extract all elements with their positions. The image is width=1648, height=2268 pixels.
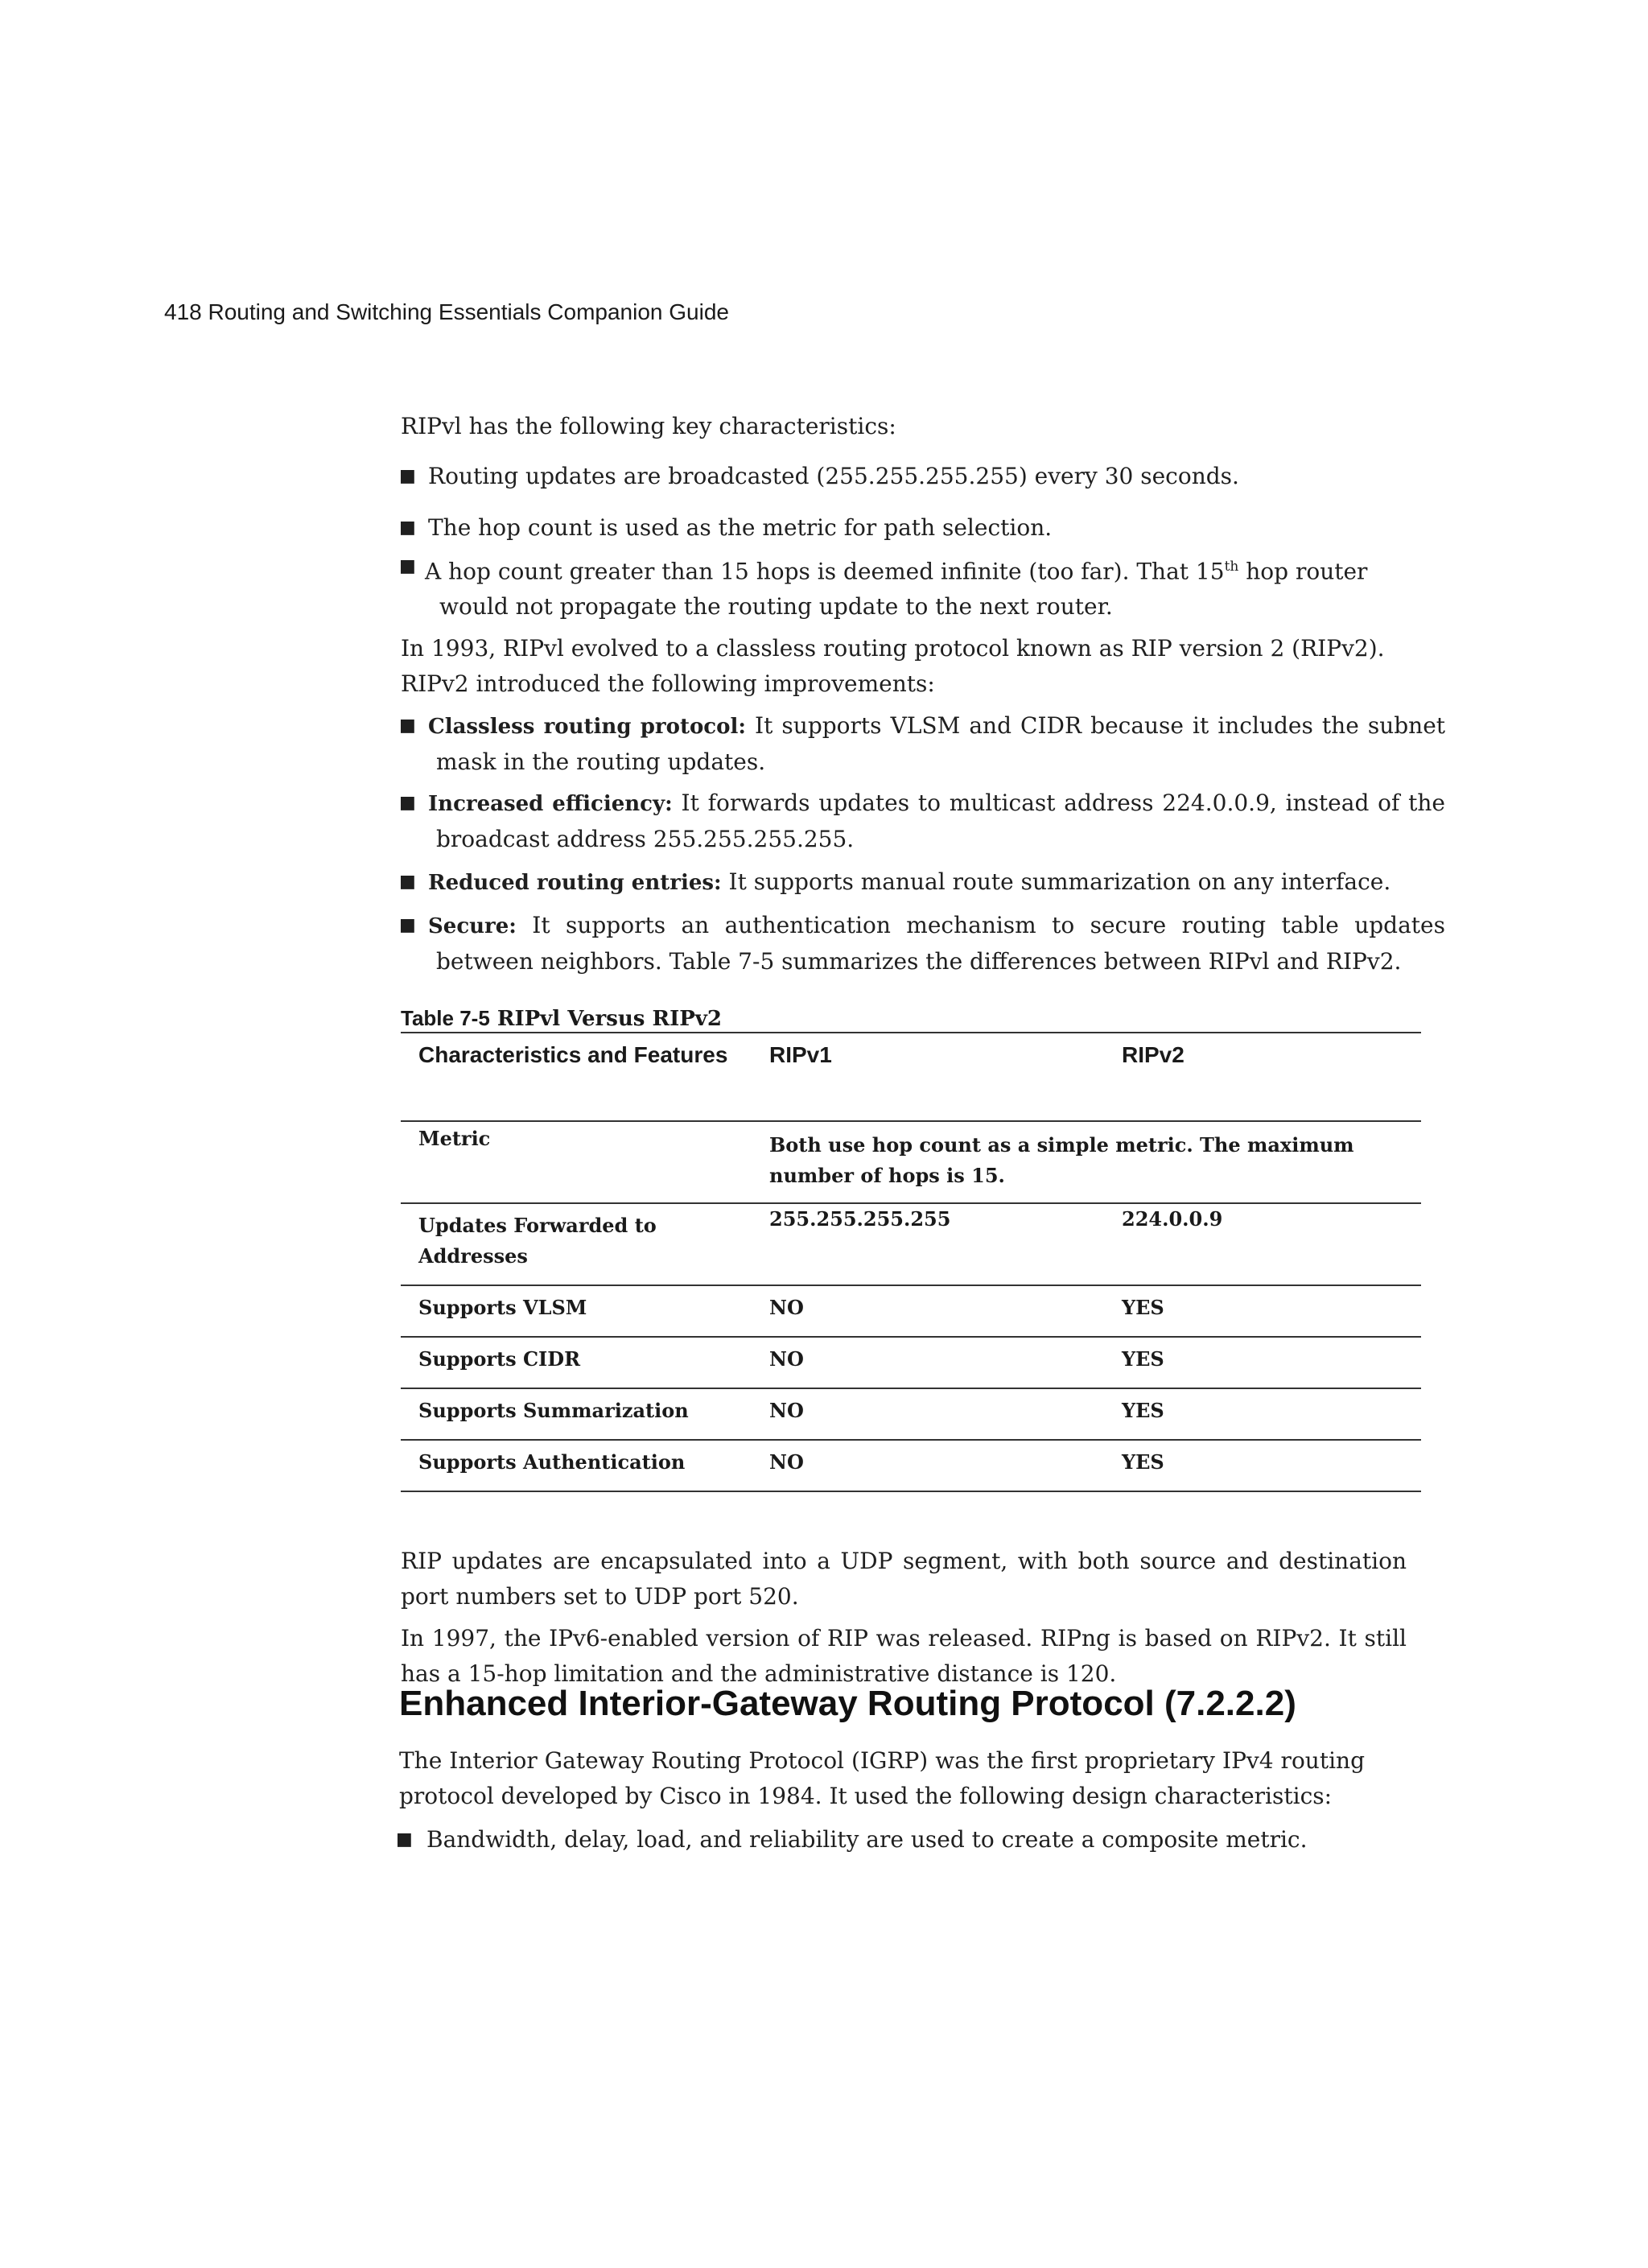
bullet-icon: ■ (399, 556, 416, 576)
column-header-ripv2: RIPv2 (1122, 1042, 1184, 1067)
bullet-text (425, 549, 1403, 589)
table-row (401, 1202, 1421, 1285)
paragraph-line: In 1993, RIPvl evolved to a classless routing protocol known as RIP version 2 (RIPv2). (401, 635, 1385, 662)
column-header-features: Characteristics and Features (418, 1042, 728, 1067)
bullet-text-part: A hop count greater than 15 hops is deemed infinite (too far). That 15 (425, 558, 1225, 585)
cell-ripv2: 224.0.0.9 (1122, 1207, 1223, 1231)
bullet-text-part: hop router (1238, 558, 1368, 585)
bullet-continuation: would not propagate the routing update to the next router. (439, 593, 1113, 621)
bullet-text: The hop count is used as the metric for path selection. (428, 514, 1053, 541)
igrp-paragraph: The Interior Gateway Routing Protocol (IGRP) was the first proprietary IPv4 routing protocol developed by Cisco in 1984. It used the following design characteristics: (399, 1747, 1365, 1809)
cell-ripv1: NO (769, 1450, 804, 1474)
cell-feature: Updates Forwarded to Addresses (418, 1214, 657, 1268)
cell-feature: Supports CIDR (418, 1347, 581, 1371)
list-item (399, 549, 1408, 625)
list-item (399, 708, 1445, 780)
bullet-icon: ■ (399, 466, 416, 486)
bullet-text: Bandwidth, delay, load, and reliability are used to create a composite metric. (426, 1826, 1308, 1853)
table-header-row (401, 1032, 1421, 1120)
bullet-text: It forwards updates to multicast address 224.0.0.9, instead of the broadcast address 255.255.255.255. (436, 790, 1446, 852)
list-item (396, 1822, 1405, 1858)
bullet-text: It supports an authentication mechanism to secure routing table updates between neighbors. Table 7-5 summarizes the differences between RIPvl and RIPv2. (436, 912, 1445, 975)
bullet-icon: ■ (396, 1829, 413, 1849)
section-heading: Enhanced Interior-Gateway Routing Protocol (7.2.2.2) (399, 1684, 1296, 1723)
cell-merged: Both use hop count as a simple metric. The maximum number of hops is 15. (769, 1133, 1354, 1187)
column-header-ripv1: RIPv1 (769, 1042, 832, 1067)
comparison-table (401, 1032, 1421, 1492)
list-item (399, 786, 1445, 857)
ordinal-suffix: th (1224, 559, 1239, 575)
list-item (399, 459, 1408, 494)
cell-feature: Metric (418, 1127, 491, 1150)
table-row (401, 1120, 1421, 1202)
ripng-paragraph: In 1997, the IPv6-enabled version of RIP was released. RIPng is based on RIPv2. It still has a 15-hop limitation and the administrative distance is 120. (401, 1625, 1407, 1687)
cell-ripv2: YES (1122, 1399, 1164, 1422)
bullet-text: It supports manual route summarization on any interface. (728, 868, 1391, 895)
bullet-icon: ■ (399, 872, 416, 892)
table-row (401, 1388, 1421, 1439)
bullet-icon: ■ (399, 793, 416, 813)
bullet-icon: ■ (399, 715, 416, 736)
list-item (399, 510, 1408, 546)
cell-ripv1: NO (769, 1399, 804, 1422)
bullet-icon: ■ (399, 915, 416, 935)
cell-feature: Supports Summarization (418, 1399, 689, 1422)
bullet-term: Increased efficiency: (428, 792, 673, 816)
cell-ripv2: YES (1122, 1296, 1164, 1319)
cell-ripv1: NO (769, 1296, 804, 1319)
list-item (399, 908, 1445, 979)
cell-ripv1: NO (769, 1347, 804, 1371)
cell-feature: Supports VLSM (418, 1296, 587, 1319)
cell-ripv2: YES (1122, 1450, 1164, 1474)
bullet-text: Routing updates are broadcasted (255.255.255.255) every 30 seconds. (428, 463, 1239, 489)
paragraph-line: RIPv2 introduced the following improvements: (401, 670, 935, 697)
bullet-term: Secure: (428, 914, 517, 938)
table-bottom-rule (401, 1491, 1421, 1492)
udp-paragraph: RIP updates are encapsulated into a UDP segment, with both source and destination port numbers set to UDP port 520. (401, 1548, 1407, 1610)
cell-feature: Supports Authentication (418, 1450, 686, 1474)
evolution-paragraph (401, 631, 1407, 702)
list-item (399, 864, 1445, 901)
bullet-term: Classless routing protocol: (428, 715, 746, 739)
intro-paragraph: RIPvl has the following key characteristics: (401, 413, 896, 439)
cell-ripv2: YES (1122, 1347, 1164, 1371)
table-title: RIPvl Versus RIPv2 (496, 1007, 722, 1031)
table-row (401, 1336, 1421, 1388)
bullet-text: It supports VLSM and CIDR because it includes the subnet mask in the routing updates. (436, 712, 1446, 775)
table-row (401, 1285, 1421, 1336)
bullet-icon: ■ (399, 518, 416, 538)
cell-ripv1: 255.255.255.255 (769, 1207, 951, 1231)
bullet-term: Reduced routing entries: (428, 871, 722, 895)
table-number: Table 7-5 (401, 1006, 490, 1030)
table-caption (401, 1006, 722, 1031)
table-row (401, 1439, 1421, 1491)
running-head: 418 Routing and Switching Essentials Companion Guide (164, 299, 729, 324)
